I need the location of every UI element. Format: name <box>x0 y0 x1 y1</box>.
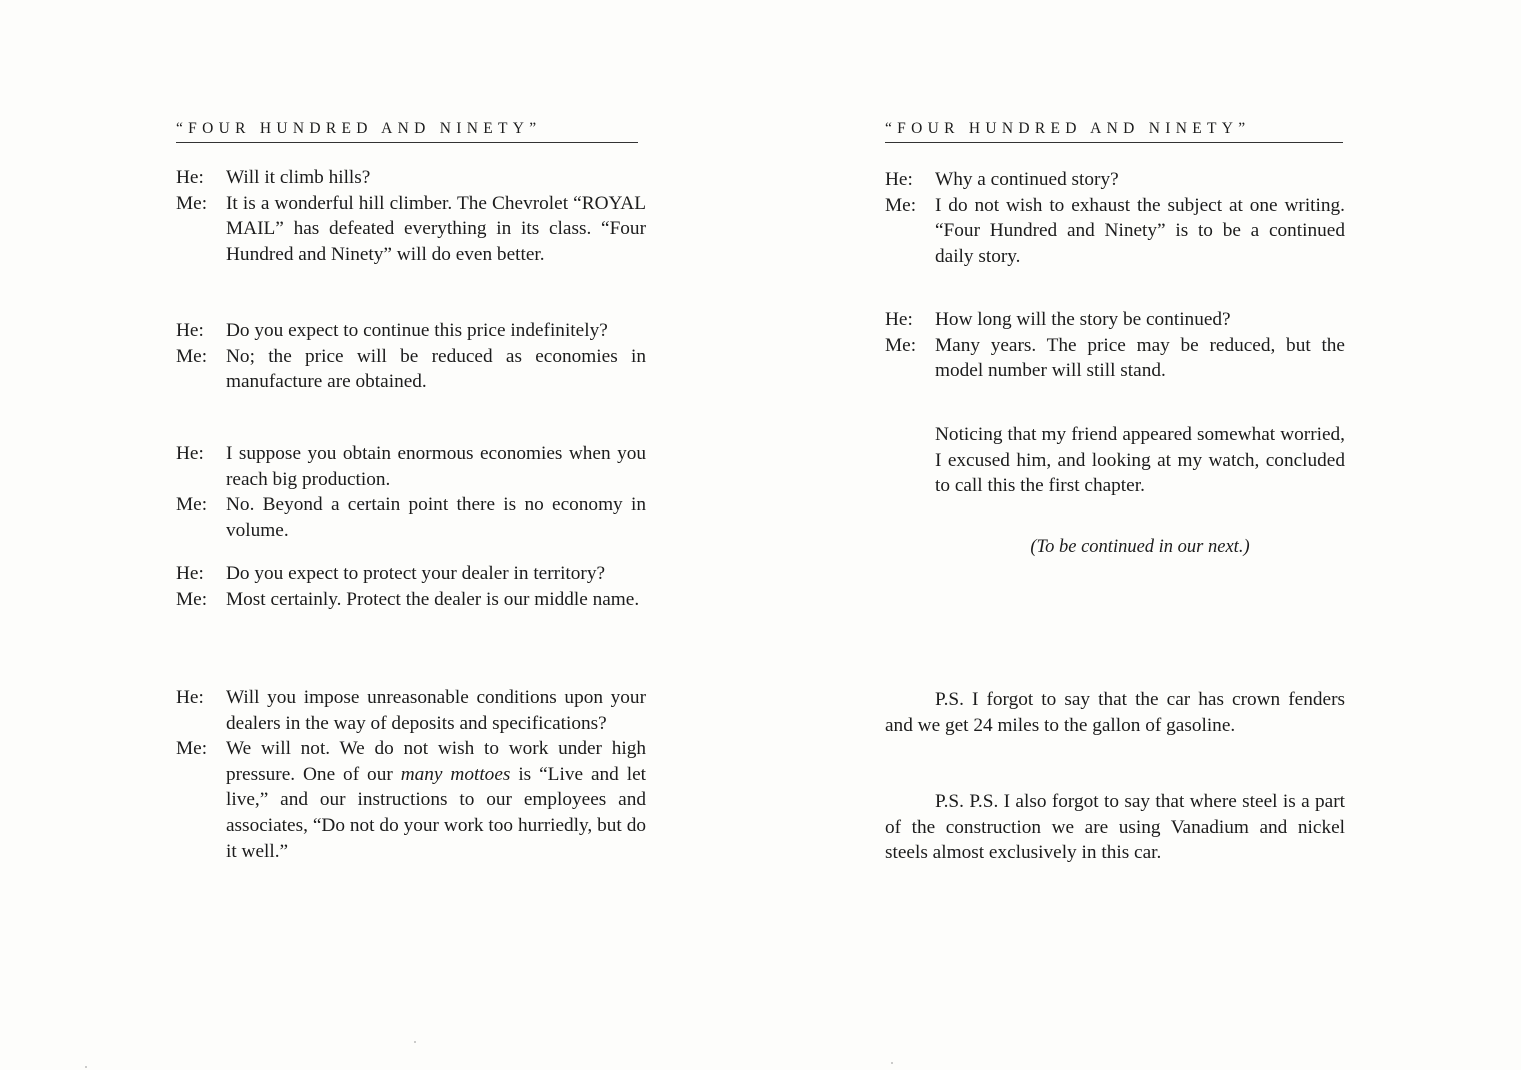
speaker-label: Me: <box>885 194 917 216</box>
dialogue-text: How long will the story be continued? <box>935 309 1231 330</box>
speaker-label: He: <box>176 320 204 341</box>
dialogue-text: Most certainly. Protect the dealer is our middle name. <box>226 588 640 610</box>
dialogue-line <box>176 587 646 613</box>
speaker-label: He: <box>176 563 204 584</box>
qa-exchange <box>176 685 646 864</box>
speaker-label: He: <box>885 169 913 190</box>
running-head: “FOUR HUNDRED AND NINETY” <box>176 120 638 143</box>
speaker-label: He: <box>176 687 204 708</box>
continued-note: (To be continued in our next.) <box>1030 537 1250 557</box>
speaker-label: He: <box>176 443 204 464</box>
dialogue-line <box>176 318 646 344</box>
speaker-label: Me: <box>176 192 208 214</box>
dialogue-text: Why a continued story? <box>935 169 1119 190</box>
dialogue-text: I suppose you obtain enormous economies when you reach big production. <box>226 443 646 490</box>
dialogue-text: Will it climb hills? <box>226 167 371 188</box>
postscript-2: P.S. P.S. I also forgot to say that where steel is a part of the construction we are using Vanadium and nickel steels almost exclusively in this car. <box>885 791 1345 864</box>
dialogue-line <box>176 441 646 492</box>
speaker-label: Me: <box>176 494 208 516</box>
dialogue-line <box>176 736 646 864</box>
dialogue-text: Many years. The price may be reduced, but the model number will still stand. <box>935 334 1345 382</box>
dialogue-line <box>885 307 1345 333</box>
dialogue-line <box>176 561 646 587</box>
speaker-label: He: <box>885 309 913 330</box>
paper-speck <box>85 1066 87 1068</box>
text-segment: We will not. We do not wish to work under high pressure. One of our <box>226 738 646 785</box>
paper-speck <box>414 1041 416 1043</box>
qa-exchange <box>176 165 646 267</box>
dialogue-text: Do you expect to continue this price indefinitely? <box>226 320 608 341</box>
qa-exchange <box>176 561 646 612</box>
dialogue-line <box>176 165 646 191</box>
speaker-label: Me: <box>176 588 208 610</box>
dialogue-text: No; the price will be reduced as economies in manufacture are obtained. <box>226 345 646 393</box>
paper-speck <box>891 1062 893 1064</box>
dialogue-text: No. Beyond a certain point there is no economy in volume. <box>226 494 646 541</box>
dialogue-line <box>176 492 646 543</box>
speaker-label: He: <box>176 167 204 188</box>
speaker-label: Me: <box>176 738 208 760</box>
dialogue-text: It is a wonderful hill climber. The Chevrolet “ROYAL MAIL” has defeated everything in its class. “Four Hundred and Ninety” will do even better. <box>226 192 646 265</box>
dialogue-text: Will you impose unreasonable conditions upon your dealers in the way of deposits and specifications? <box>226 687 646 734</box>
running-head: “FOUR HUNDRED AND NINETY” <box>885 120 1343 143</box>
dialogue-line <box>176 685 646 736</box>
qa-exchange <box>176 318 646 395</box>
dialogue-line <box>176 344 646 395</box>
dialogue-line <box>885 333 1345 384</box>
qa-exchange <box>885 167 1345 269</box>
dialogue-line <box>885 193 1345 270</box>
dialogue-line <box>176 191 646 268</box>
dialogue-text: I do not wish to exhaust the subject at one writing. “Four Hundred and Ninety” is to be a continued daily story. <box>935 194 1345 267</box>
postscript-1: P.S. I forgot to say that the car has crown fenders and we get 24 miles to the gallon of gasoline. <box>885 689 1345 736</box>
qa-exchange <box>176 441 646 543</box>
dialogue-line <box>885 167 1345 193</box>
dialogue-text: Do you expect to protect your dealer in territory? <box>226 563 606 584</box>
italic-phrase: many mottoes <box>400 763 511 785</box>
speaker-label: Me: <box>885 334 917 356</box>
dialogue-text <box>226 736 646 864</box>
closing-paragraph: Noticing that my friend appeared somewhat worried, I excused him, and looking at my watch, concluded to call this the first chapter. <box>935 424 1345 497</box>
speaker-label: Me: <box>176 345 208 367</box>
qa-exchange <box>885 307 1345 384</box>
text-segment: is “Live and let live,” and our instructions to our employees and associates, “Do not do your work too hurriedly, but do it well.” <box>226 763 646 862</box>
